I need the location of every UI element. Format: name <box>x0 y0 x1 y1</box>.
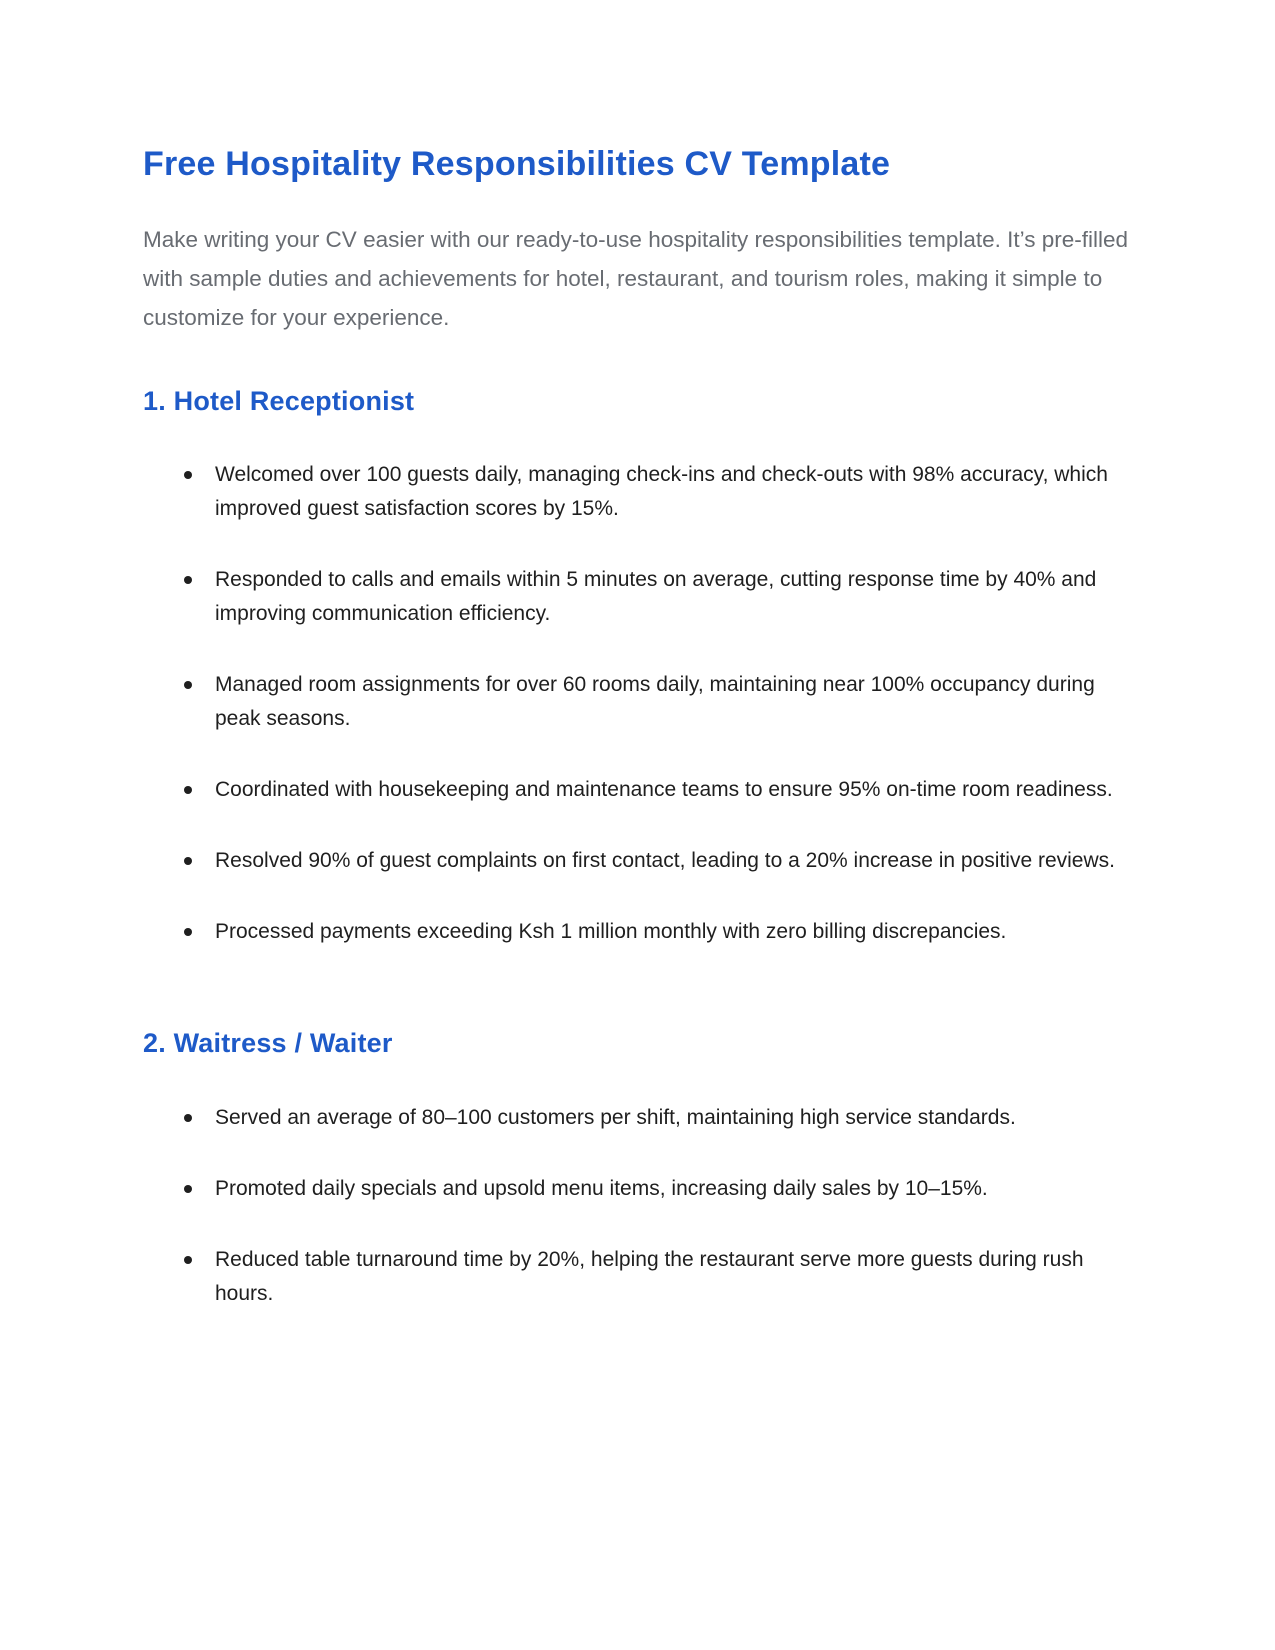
section-hotel-receptionist <box>143 385 1133 950</box>
section-heading-waitress-waiter: 2. Waitress / Waiter <box>143 1028 393 1059</box>
list-item: Welcomed over 100 guests daily, managing check-ins and check-outs with 98% accuracy, which improved guest satisfaction scores by 15%. <box>143 458 1133 526</box>
bullet-list-hotel-receptionist <box>143 458 1133 949</box>
section-waitress-waiter <box>143 1027 1133 1311</box>
list-item: Managed room assignments for over 60 rooms daily, maintaining near 100% occupancy during peak seasons. <box>143 668 1133 736</box>
list-item: Resolved 90% of guest complaints on first contact, leading to a 20% increase in positive reviews. <box>143 844 1133 878</box>
list-item: Processed payments exceeding Ksh 1 million monthly with zero billing discrepancies. <box>143 915 1133 949</box>
bullet-list-waitress-waiter <box>143 1101 1133 1311</box>
document-title: Free Hospitality Responsibilities CV Template <box>143 145 891 183</box>
list-item: Served an average of 80–100 customers per shift, maintaining high service standards. <box>143 1101 1133 1135</box>
list-item: Reduced table turnaround time by 20%, helping the restaurant serve more guests during rush hours. <box>143 1243 1133 1311</box>
list-item: Coordinated with housekeeping and maintenance teams to ensure 95% on-time room readiness. <box>143 773 1133 807</box>
section-heading-hotel-receptionist: 1. Hotel Receptionist <box>143 385 415 416</box>
list-item: Responded to calls and emails within 5 minutes on average, cutting response time by 40% and improving communication efficiency. <box>143 563 1133 631</box>
intro-paragraph: Make writing your CV easier with our ready-to-use hospitality responsibilities template. It’s pre-filled with sample duties and achievements for hotel, restaurant, and tourism roles, making it simple to customize for your experience. <box>143 226 1129 330</box>
list-item: Promoted daily specials and upsold menu items, increasing daily sales by 10–15%. <box>143 1172 1133 1206</box>
